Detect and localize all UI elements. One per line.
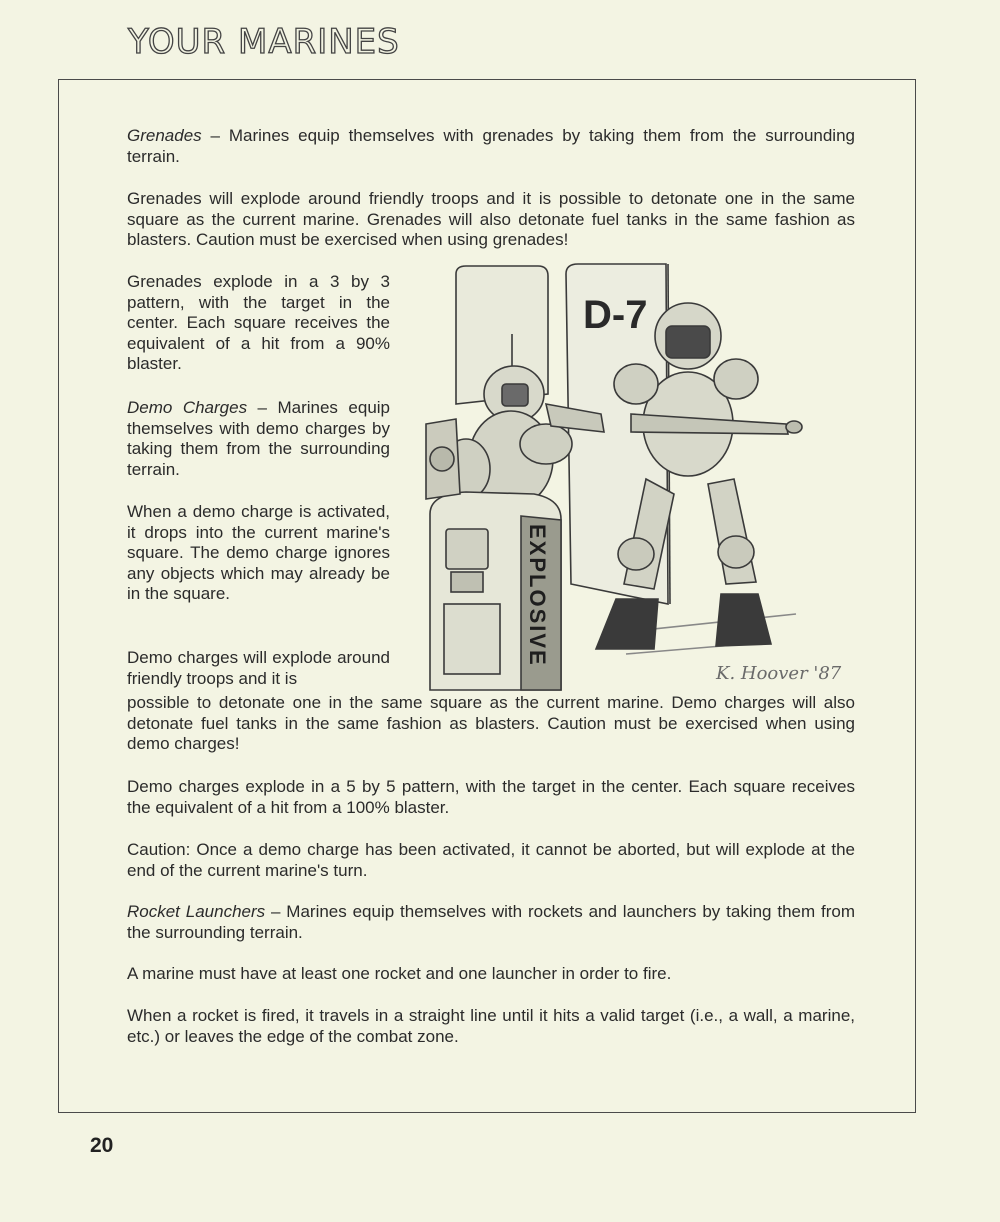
artist-signature: K. Hoover '87 (716, 663, 842, 684)
paragraph-grenades-pattern: Grenades explode in a 3 by 3 pattern, with the target in the center. Each square receives the equivalent of a hit from a 90% blaster. (127, 272, 390, 373)
page-title: YOUR MARINES (128, 22, 400, 62)
paragraph-demo-activate: When a demo charge is activated, it drops into the current marine's square. The demo charge ignores any objects which may already be in the square. (127, 502, 390, 603)
paragraph-rocket-requirement: A marine must have at least one rocket and one launcher in order to fire. (127, 964, 672, 983)
page-number: 20 (90, 1134, 114, 1157)
paragraph-grenades-detonate: Grenades will explode around friendly troops and it is possible to detonate one in the same square as the current marine. Grenades will also detonate fuel tanks in the same fashion as blasters. Caution must be exercised when using grenades! (127, 189, 855, 249)
paragraph-demo-intro (127, 398, 390, 480)
demo-label: Demo Charges (127, 398, 248, 417)
demo-intro-text: – Marines equip themselves with demo charges by taking them from the surrounding terrain. (127, 398, 390, 479)
paragraph-rocket-fire: When a rocket is fired, it travels in a straight line until it hits a valid target (i.e., a wall, a marine, etc.) or leaves the edge of the combat zone. (127, 1006, 855, 1046)
paragraph-grenades-intro (127, 126, 855, 167)
marines-illustration (426, 254, 842, 690)
paragraph-demo-pattern: Demo charges explode in a 5 by 5 pattern, with the target in the center. Each square receives the equivalent of a hit from a 100% blaster. (127, 777, 855, 817)
paragraph-demo-explode-rest: possible to detonate one in the same square as the current marine. Demo charges will also detonate fuel tanks in the same fashion as blasters. Caution must be exercised when using demo charges! (127, 693, 855, 753)
grenades-intro-text: – Marines equip themselves with grenades by taking them from the surrounding terrain. (127, 126, 855, 166)
door-label: D-7 (583, 293, 648, 337)
paragraph-demo-caution: Caution: Once a demo charge has been activated, it cannot be aborted, but will explode at the end of the current marine's turn. (127, 840, 855, 880)
paragraph-rocket-intro (127, 902, 855, 943)
grenades-label: Grenades (127, 126, 202, 145)
rocket-intro-text: – Marines equip themselves with rockets and launchers by taking them from the surrounding terrain. (127, 902, 855, 942)
paragraph-demo-explode-start: Demo charges will explode around friendly troops and it is (127, 648, 390, 688)
crate-label: EXPLOSIVE (525, 524, 550, 667)
rocket-label: Rocket Launchers (127, 902, 266, 921)
